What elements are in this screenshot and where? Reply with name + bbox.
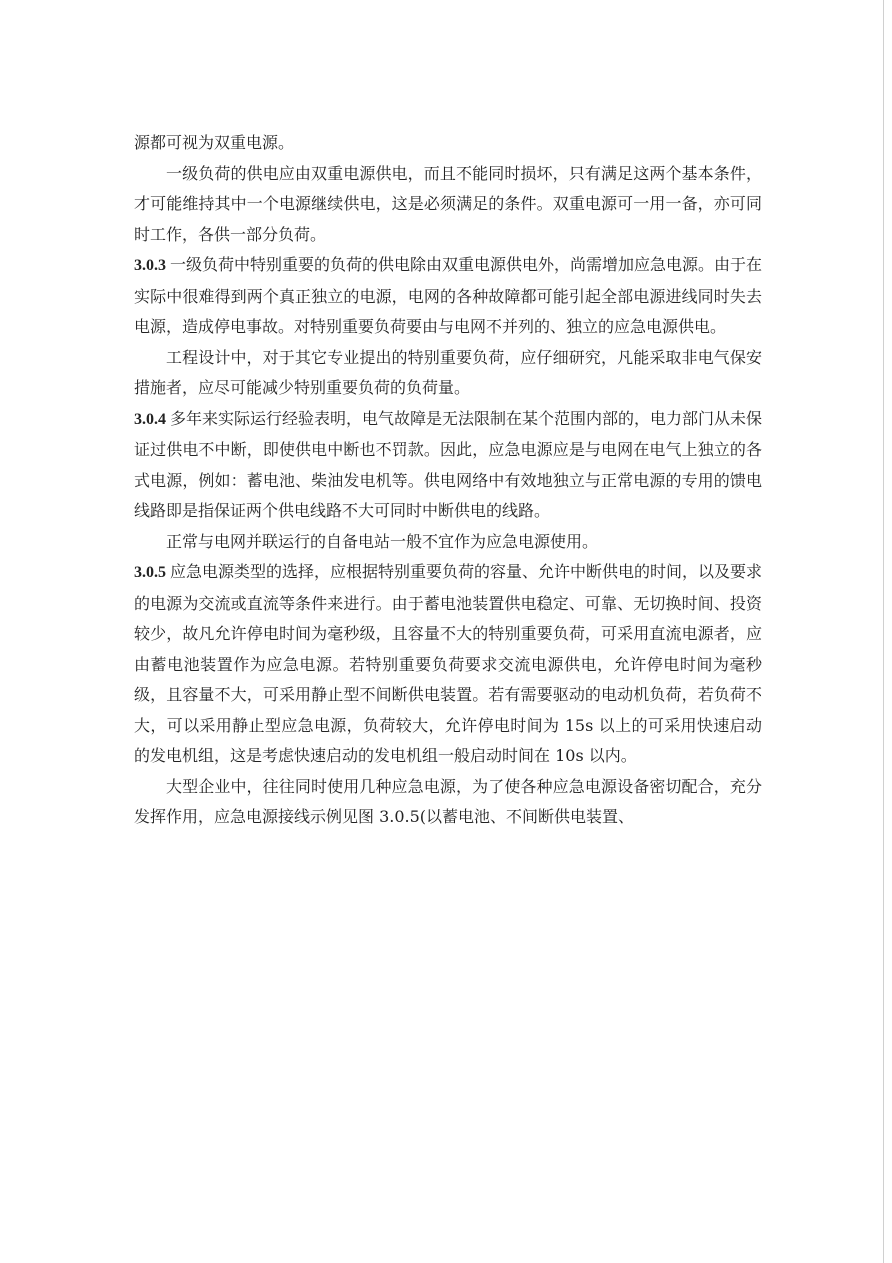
clause-number: 3.0.4 xyxy=(134,410,166,428)
paragraph-large-enterprise xyxy=(134,772,762,833)
paragraph-text: 正常与电网并联运行的自备电站一般不宜作为应急电源使用。 xyxy=(166,531,599,551)
paragraph-text: 大型企业中，往往同时使用几种应急电源，为了使各种应急电源设备密切配合，充分发挥作用，应急电源接线示例见图 3.0.5(以蓄电池、不间断供电装置、 xyxy=(134,776,762,826)
paragraph-text: 应急电源类型的选择，应根据特别重要负荷的容量、允许中断供电的时间，以及要求的电源为交流或直流等条件来进行。由于蓄电池装置供电稳定、可靠、无切换时间、投资较少，故凡允许停电时间为毫秒级，且容量不大的特别重要负荷，可采用直流电源者，应由蓄电池装置作为应急电源。若特别重要负荷要求交流电源供电，允许停电时间为毫秒级，且容量不大，可采用静止型不间断供电装置。若有需要驱动的电动机负荷，若负荷不大，可以采用静止型应急电源，负荷较大，允许停电时间为 15s 以上的可采用快速启动的发电机组，这是考虑快速启动的发电机组一般启动时间在 10s 以内。 xyxy=(134,562,763,765)
clause-3-0-3 xyxy=(134,250,762,343)
page-edge-divider xyxy=(883,0,884,1263)
clause-3-0-4 xyxy=(134,404,762,527)
paragraph-text: 一级负荷中特别重要的负荷的供电除由双重电源供电外，尚需增加应急电源。由于在实际中很难得到两个真正独立的电源，电网的各种故障都可能引起全部电源进线同时失去电源，造成停电事故。对特别重要负荷要由与电网不并列的、独立的应急电源供电。 xyxy=(134,255,763,336)
paragraph-dual-power-supply xyxy=(134,159,762,251)
paragraph-engineering-design xyxy=(134,343,762,404)
clause-3-0-5 xyxy=(134,557,762,772)
paragraph-text: 源都可视为双重电源。 xyxy=(134,133,295,152)
clause-number: 3.0.5 xyxy=(134,564,166,581)
paragraph-continuation xyxy=(134,128,762,159)
paragraph-self-provided-station xyxy=(134,527,762,558)
clause-number: 3.0.3 xyxy=(134,257,166,274)
document-body xyxy=(134,128,762,833)
paragraph-text: 工程设计中，对于其它专业提出的特别重要负荷，应仔细研究，凡能采取非电气保安措施者，应尽可能减少特别重要负荷的负荷量。 xyxy=(134,347,762,397)
paragraph-text: 多年来实际运行经验表明，电气故障是无法限制在某个范围内部的，电力部门从未保证过供电不中断，即使供电中断也不罚款。因此，应急电源应是与电网在电气上独立的各式电源，例如：蓄电池、柴油发电机等。供电网络中有效地独立与正常电源的专用的馈电线路即是指保证两个供电线路不大可同时中断供电的线路。 xyxy=(134,408,763,520)
paragraph-text: 一级负荷的供电应由双重电源供电，而且不能同时损坏，只有满足这两个基本条件，才可能维持其中一个电源继续供电，这是必须满足的条件。双重电源可一用一备，亦可同时工作，各供一部分负荷。 xyxy=(134,163,762,244)
